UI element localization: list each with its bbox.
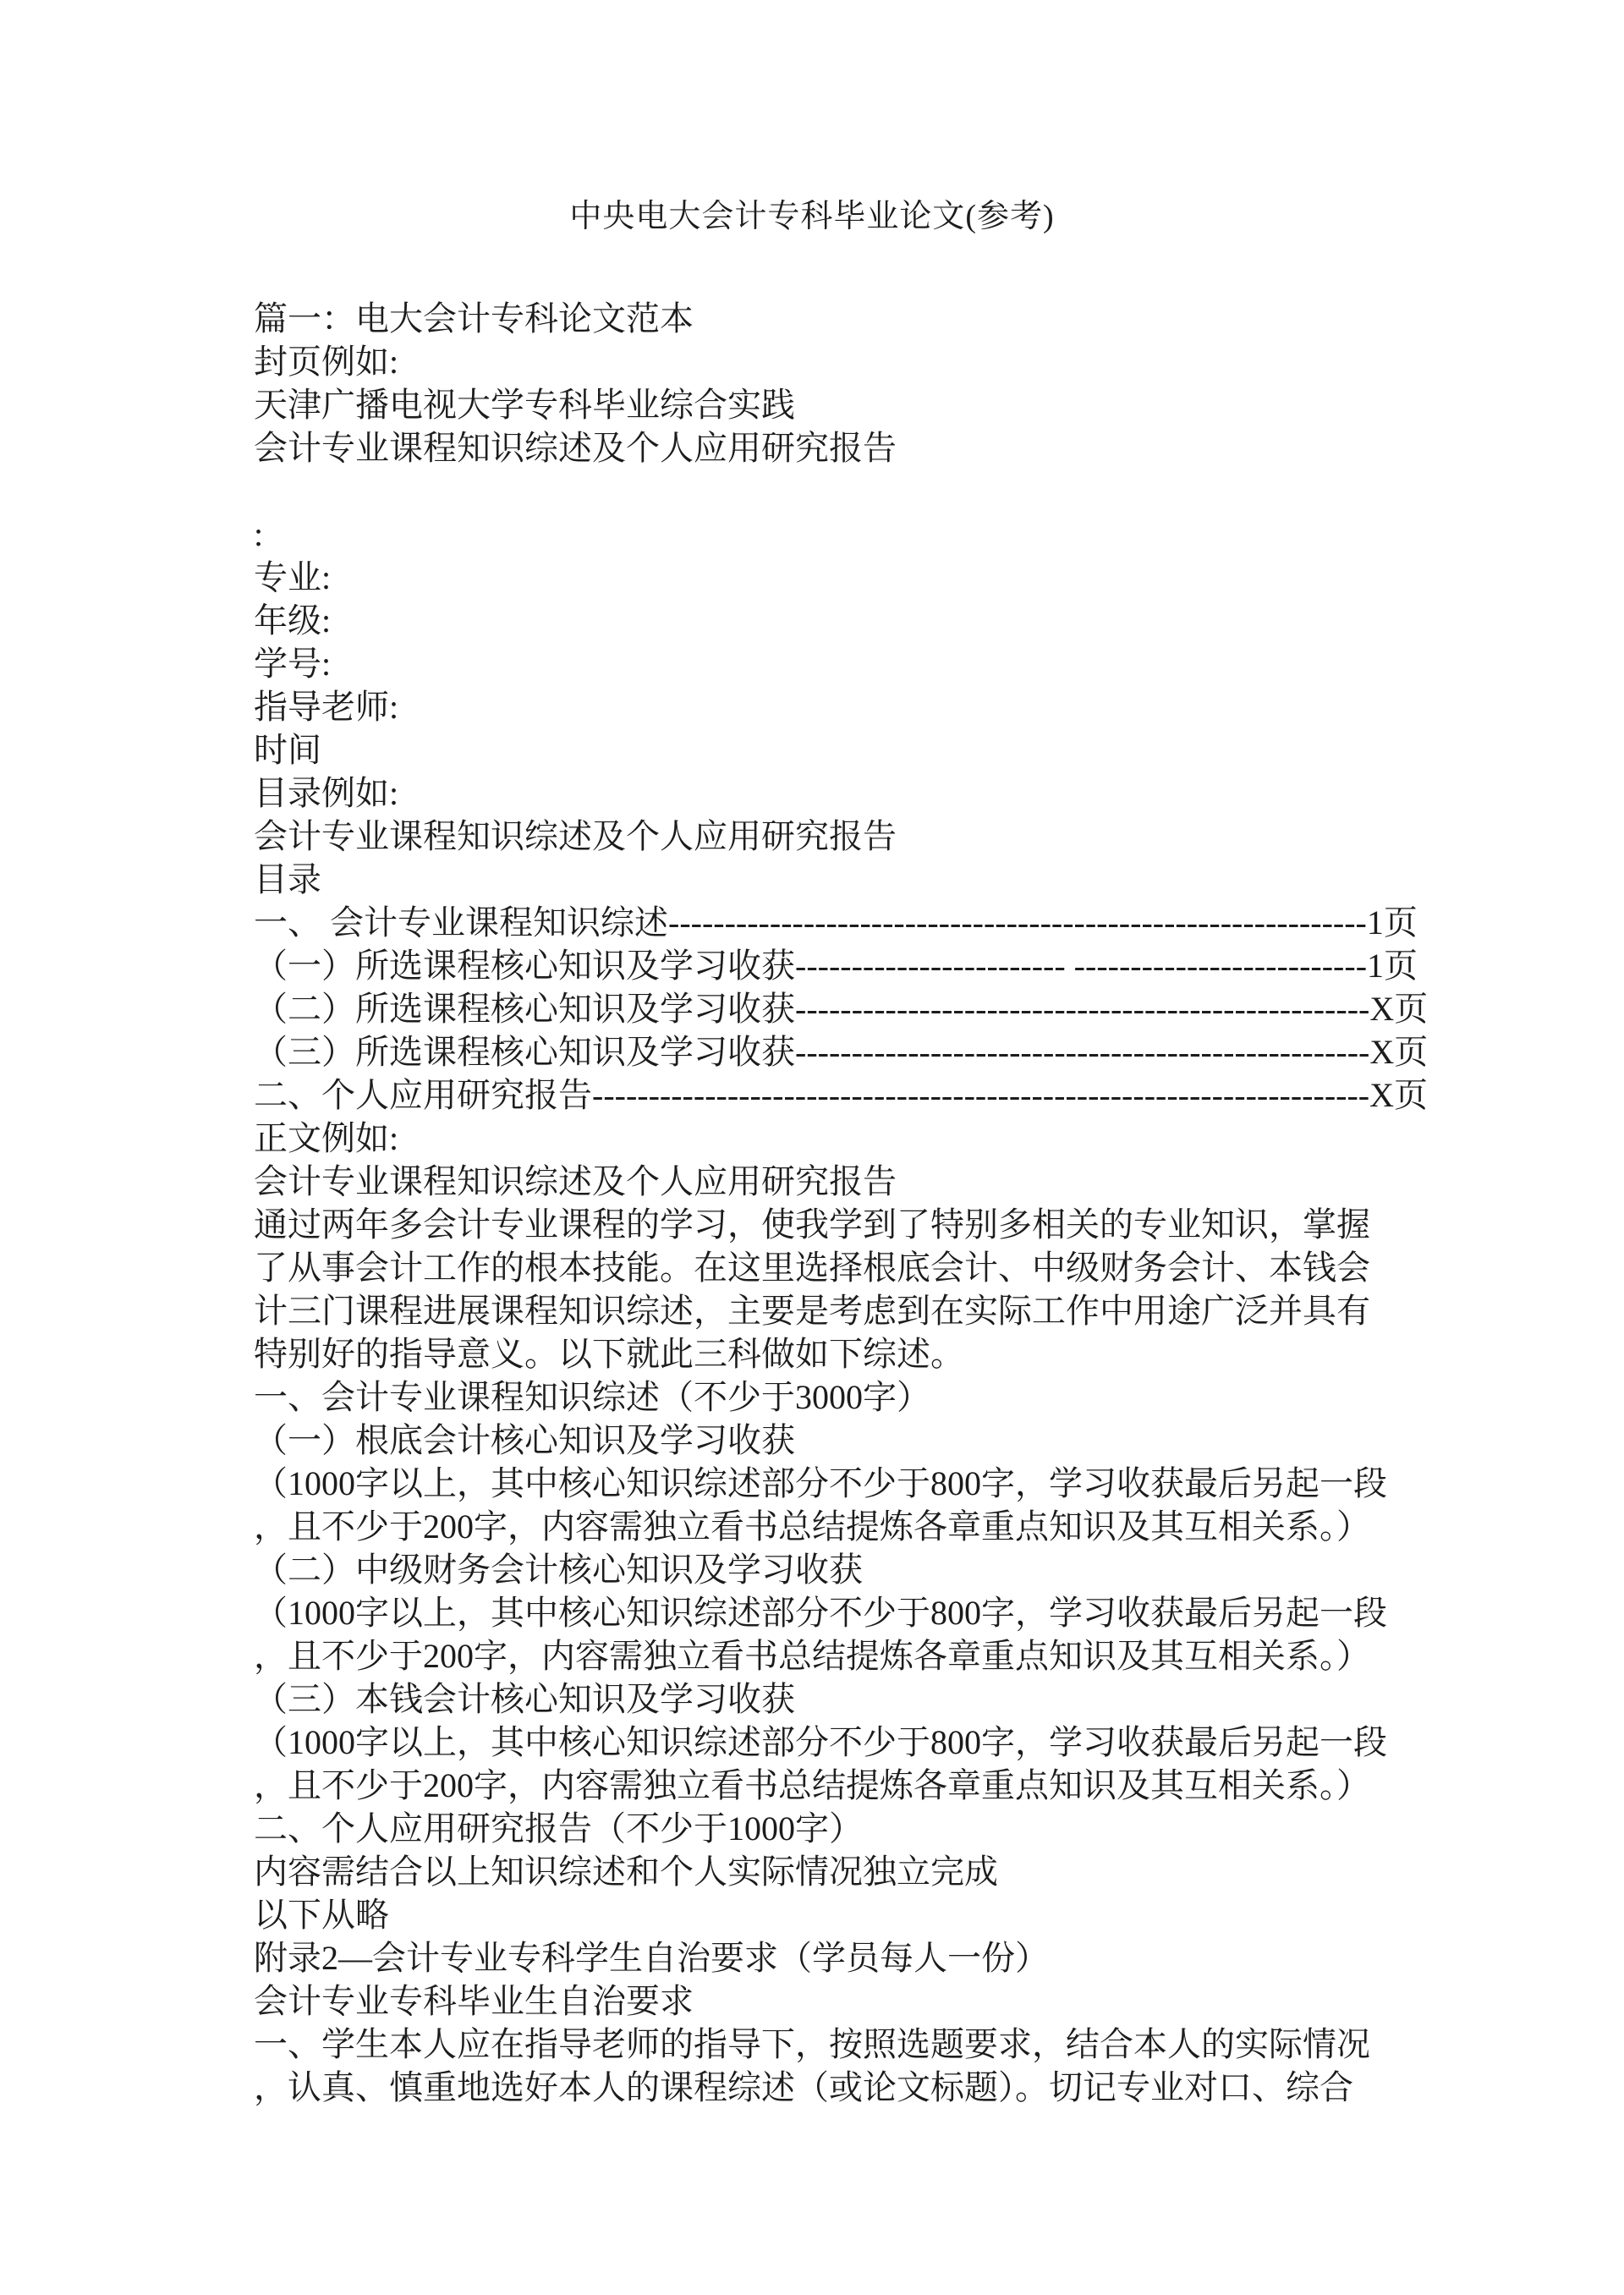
text-line: 学号: — [254, 645, 332, 683]
text-line: 一、会计专业课程知识综述（不少于3000字） — [254, 1378, 930, 1416]
text-line: 目录例如: — [254, 774, 399, 812]
text-line: （1000字以上，其中核心知识综述部分不少于800字，学习收获最后另起一段 — [254, 1464, 1387, 1502]
text-line: 以下从略 — [254, 1896, 389, 1934]
text-line — [254, 469, 1522, 513]
document-body — [254, 254, 1522, 2109]
text-line: 年级: — [254, 601, 332, 640]
text-line: 通过两年多会计专业课程的学习，使我学到了特别多相关的专业知识，掌握 — [254, 1205, 1370, 1244]
text-line: 目录 — [254, 860, 321, 898]
text-line: 指导老师: — [254, 688, 399, 726]
text-line: 一、学生本人应在指导老师的指导下，按照选题要求，结合本人的实际情况 — [254, 2025, 1370, 2063]
text-line: : — [254, 515, 264, 553]
text-line: 正文例如: — [254, 1119, 399, 1157]
text-line: （1000字以上，其中核心知识综述部分不少于800字，学习收获最后另起一段 — [254, 1594, 1387, 1632]
text-line: （一）所选课程核心知识及学习收获------------------------ --------------------------1页 — [254, 947, 1418, 985]
text-line: （一）根底会计核心知识及学习收获 — [254, 1421, 795, 1459]
text-line — [254, 254, 1522, 297]
text-line: （三）所选课程核心知识及学习收获---------------------------------------------------X页 — [254, 1033, 1429, 1071]
text-line: 二、个人应用研究报告（不少于1000字） — [254, 1809, 863, 1848]
text-line: 会计专业专科毕业生自治要求 — [254, 1982, 694, 2020]
text-line: ，且不少于200字，内容需独立看书总结提炼各章重点知识及其互相关系。） — [254, 1766, 1370, 1804]
text-line: 二、个人应用研究报告---------------------------------------------------------------------X页 — [254, 1076, 1428, 1114]
text-line: 专业: — [254, 558, 332, 596]
text-line: 会计专业课程知识综述及个人应用研究报告 — [254, 429, 897, 467]
text-line: 封页例如: — [254, 343, 399, 381]
text-line: （二）所选课程核心知识及学习收获---------------------------------------------------X页 — [254, 990, 1429, 1028]
text-line: 了从事会计工作的根本技能。在这里选择根底会计、中级财务会计、本钱会 — [254, 1249, 1370, 1287]
text-line: 会计专业课程知识综述及个人应用研究报告 — [254, 817, 897, 855]
text-line: 篇一：电大会计专科论文范本 — [254, 299, 694, 338]
text-line: 时间 — [254, 731, 321, 769]
text-line: 特别好的指导意义。以下就此三科做如下综述。 — [254, 1335, 964, 1373]
text-line: 天津广播电视大学专科毕业综合实践 — [254, 386, 795, 424]
text-line: （二）中级财务会计核心知识及学习收获 — [254, 1551, 863, 1589]
text-line: （三）本钱会计核心知识及学习收获 — [254, 1680, 795, 1718]
document-title: 中央电大会计专科毕业论文(参考) — [569, 199, 1055, 234]
text-line: （1000字以上，其中核心知识综述部分不少于800字，学习收获最后另起一段 — [254, 1723, 1387, 1761]
text-line: ，且不少于200字，内容需独立看书总结提炼各章重点知识及其互相关系。） — [254, 1637, 1370, 1675]
text-line: 会计专业课程知识综述及个人应用研究报告 — [254, 1162, 897, 1200]
text-line: 附录2—会计专业专科学生自治要求（学员每人一份） — [254, 1939, 1049, 1977]
text-line: 一、 会计专业课程知识综述--------------------------------------------------------------1页 — [254, 903, 1418, 942]
text-line: 内容需结合以上知识综述和个人实际情况独立完成 — [254, 1853, 998, 1891]
text-line: 计三门课程进展课程知识综述，主要是考虑到在实际工作中用途广泛并具有 — [254, 1292, 1370, 1330]
text-line: ，认真、慎重地选好本人的课程综述（或论文标题）。切记专业对口、综合 — [254, 2068, 1353, 2106]
text-line: ，且不少于200字，内容需独立看书总结提炼各章重点知识及其互相关系。） — [254, 1507, 1370, 1546]
